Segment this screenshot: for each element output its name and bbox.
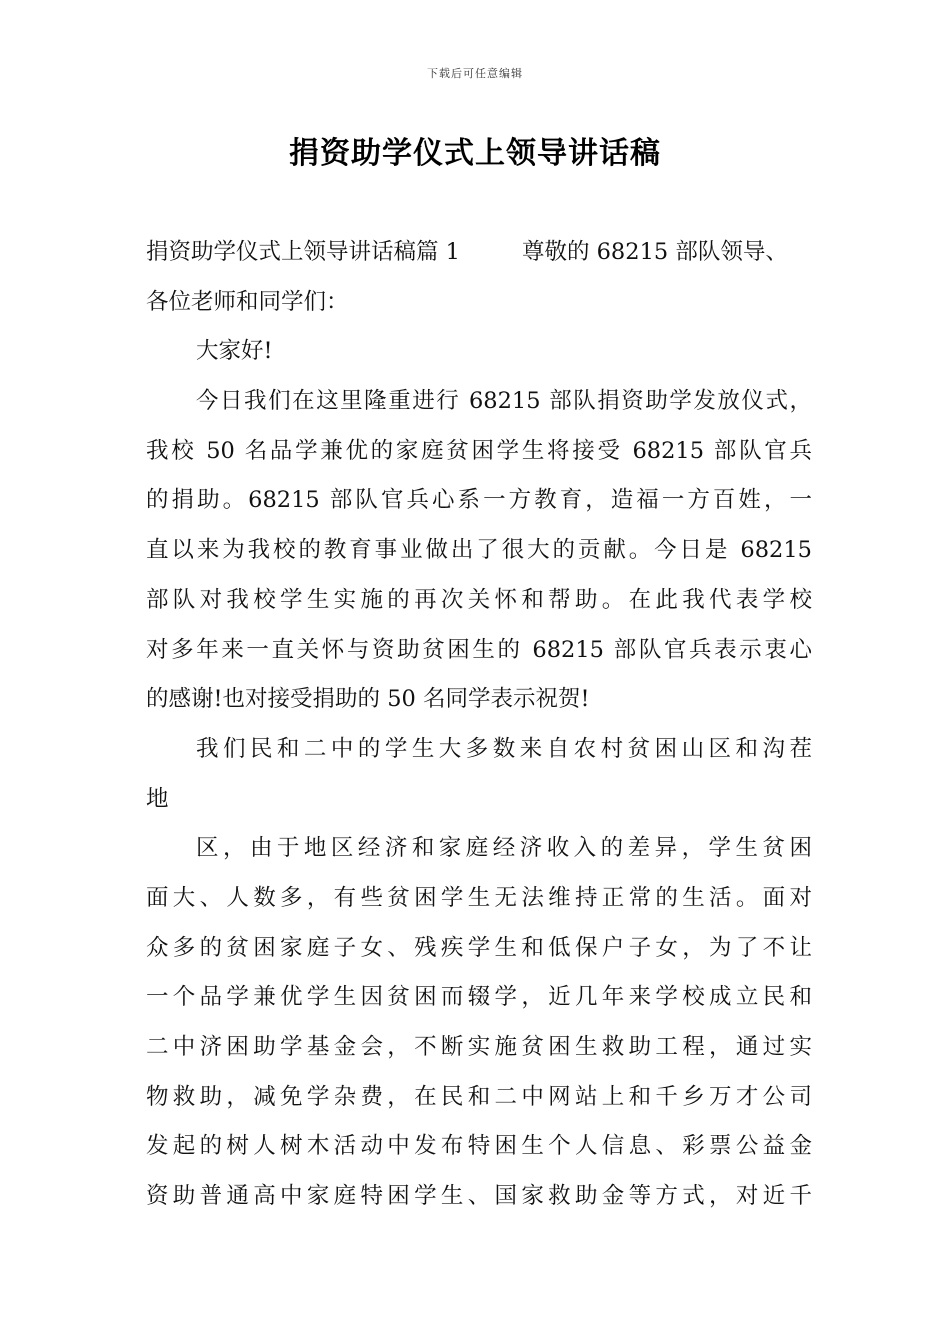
body-line: 地 (146, 785, 169, 812)
body-line: 我们民和二中的学生大多数来自农村贫困山区和沟茬 (196, 735, 812, 762)
body-line: 部队对我校学生实施的再次关怀和帮助。在此我代表学校 (146, 586, 812, 613)
body-line: 我校 50 名品学兼优的家庭贫困学生将接受 68215 部队官兵 (146, 437, 812, 464)
body-line: 二中济困助学基金会，不断实施贫困生救助工程，通过实 (146, 1034, 812, 1060)
body-line: 各位老师和同学们： (146, 288, 349, 315)
body-line: 直以来为我校的教育事业做出了很大的贡献。今日是 68215 (146, 537, 812, 564)
body-line: 物救助，减免学杂费，在民和二中网站上和千乡万才公司 (146, 1083, 812, 1110)
body-line: 众多的贫困家庭子女、残疾学生和低保户子女，为了不让 (146, 934, 812, 961)
body-line: 一个品学兼优学生因贫困而辍学，近几年来学校成立民和 (146, 984, 812, 1011)
page-header-note: 下载后可任意编辑 (427, 67, 523, 80)
body-line: 的感谢!也对接受捐助的 50 名同学表示祝贺! (146, 686, 590, 713)
body-line: 区，由于地区经济和家庭经济收入的差异，学生贫困 (196, 835, 812, 862)
body-line: 面大、人数多，有些贫困学生无法维持正常的生活。面对 (146, 884, 812, 911)
intro-line (146, 228, 812, 278)
body-line: 的捐助。68215 部队官兵心系一方教育，造福一方百姓，一 (146, 487, 812, 514)
document-body (146, 228, 812, 1222)
body-line: 资助普通高中家庭特困学生、国家救助金等方式，对近千 (146, 1183, 812, 1210)
body-line: 对多年来一直关怀与资助贫困生的 68215 部队官兵表示衷心 (146, 636, 812, 663)
article-heading: 捐资助学仪式上领导讲话稿篇 1 (146, 239, 460, 265)
body-line: 发起的树人树木活动中发布特困生个人信息、彩票公益金 (146, 1133, 812, 1160)
salutation-start: 尊敬的 68215 部队领导、 (521, 239, 788, 265)
body-line: 大家好! (196, 338, 273, 365)
document-title: 捐资助学仪式上领导讲话稿 (289, 136, 661, 171)
body-line: 今日我们在这里隆重进行 68215 部队捐资助学发放仪式， (196, 388, 812, 415)
